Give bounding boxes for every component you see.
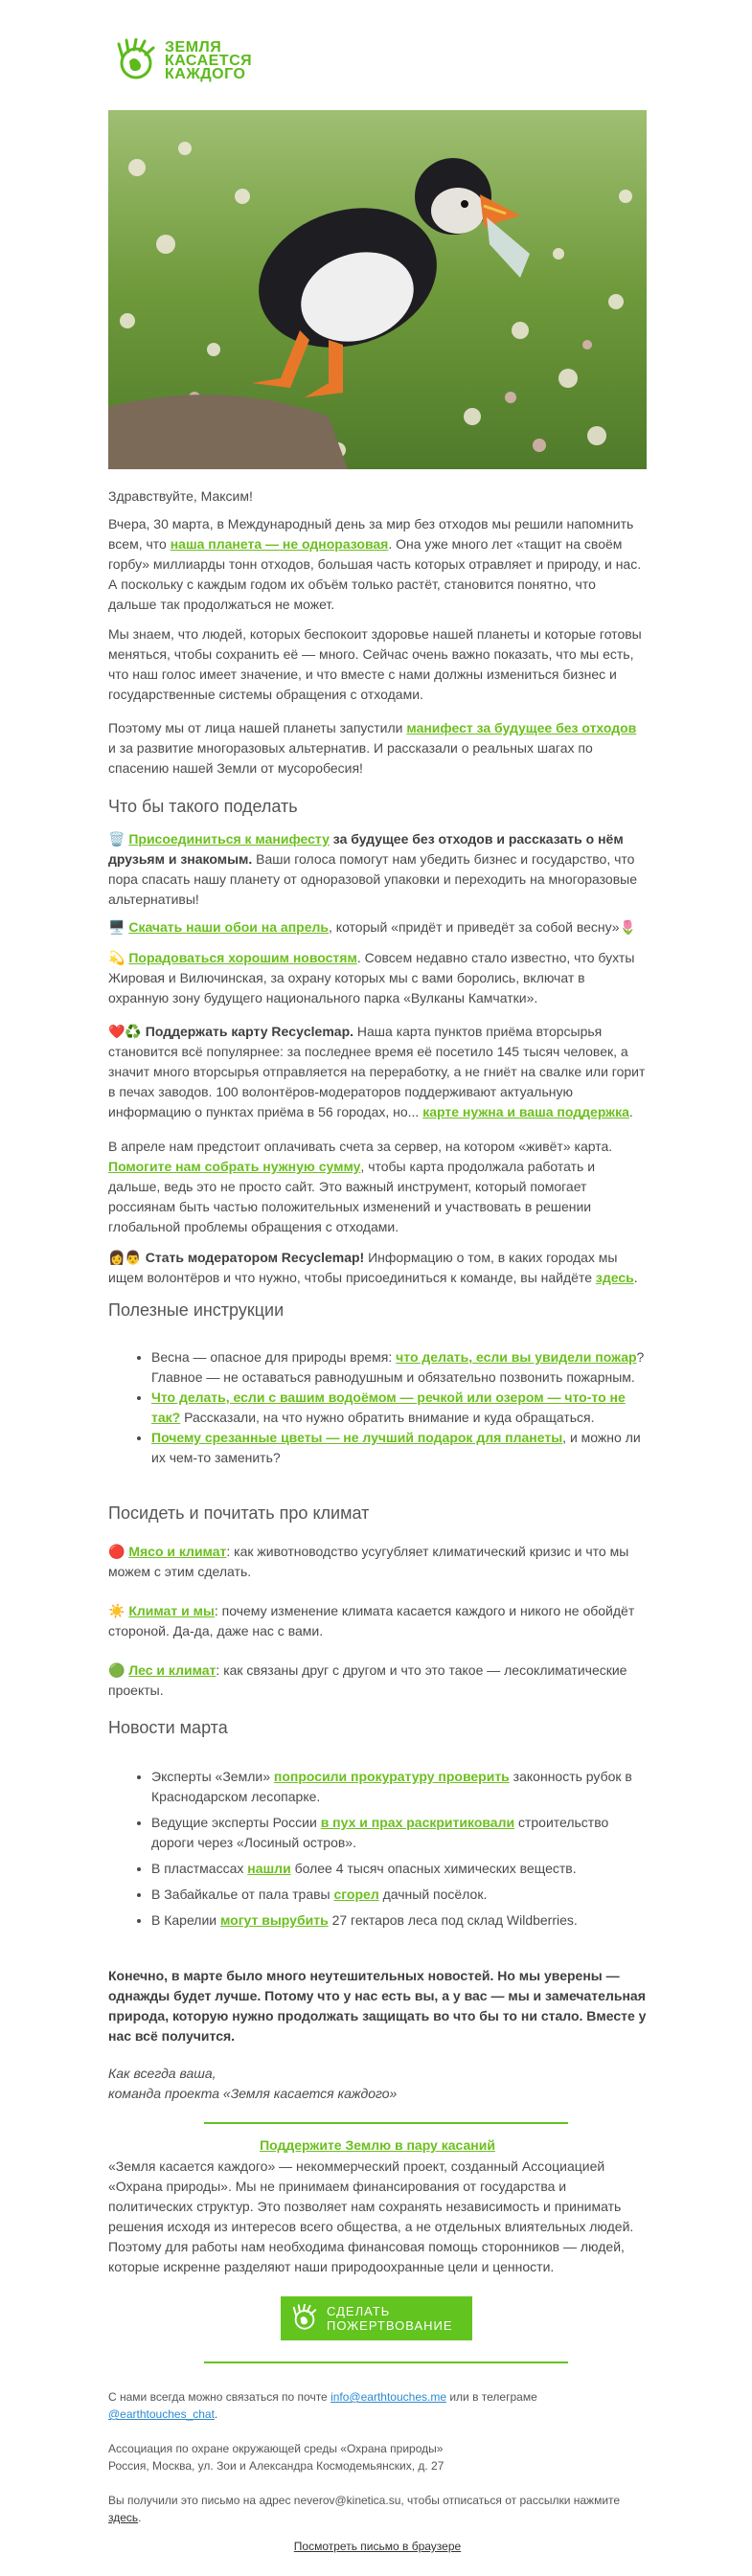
intro3-text-a: Поэтому мы от лица нашей планеты запустили bbox=[108, 720, 407, 735]
contact-text-a: С нами всегда можно связаться по почте bbox=[108, 2390, 331, 2404]
help-collect-sum-link[interactable]: Помогите нам собрать нужную сумму bbox=[108, 1159, 361, 1174]
join-manifesto-bold: за будущее без отходов и рассказать о нём друзьям и знакомым. bbox=[108, 831, 624, 867]
news5-text-b: 27 гектаров леса под склад Wildberries. bbox=[328, 1912, 578, 1928]
action-download-wallpaper bbox=[108, 917, 647, 938]
news1-text-b: законность рубок в Краснодарском лесопарке. bbox=[151, 1769, 632, 1804]
list-item bbox=[151, 1388, 647, 1428]
climate-meat-item bbox=[108, 1542, 647, 1582]
contact-end: . bbox=[214, 2407, 218, 2421]
unsubscribe-end: . bbox=[138, 2511, 142, 2524]
action-good-news bbox=[108, 948, 647, 1008]
climate-and-us-link[interactable]: Климат и мы bbox=[128, 1603, 215, 1618]
forest-climate-link[interactable]: Лес и климат bbox=[128, 1662, 216, 1678]
news1-text-a: Эксперты «Земли» bbox=[151, 1769, 274, 1784]
become-moderator-bold: Стать модератором Recyclemap! bbox=[141, 1250, 365, 1265]
prosecutor-link[interactable]: попросили прокуратуру проверить bbox=[273, 1769, 510, 1784]
climate-and-us-item bbox=[108, 1601, 647, 1641]
brand-wordmark bbox=[165, 41, 252, 81]
brand-line-3: КАЖДОГО bbox=[165, 66, 246, 82]
intro-paragraph-3 bbox=[108, 718, 647, 779]
news4-text-a: В Забайкалье от пала травы bbox=[151, 1887, 334, 1902]
support-recyclemap-rest: Наша карта пунктов приёма вторсырья становится всё популярнее: за последнее время её посетило 145 тысяч человек, а значит много вторсырья отправляется на переработку, а не гниёт на свалке или горит в печах заводов. 100 волонтёров-модераторов поддерживают актуальную информацию о пунктах приёма в 56 городах, но... bbox=[108, 1024, 646, 1119]
download-wallpaper-link[interactable]: Скачать наши обои на апрель bbox=[128, 919, 330, 935]
greeting-text: Здравствуйте, Максим! bbox=[108, 488, 253, 504]
support-earth-link[interactable]: Поддержите Землю в пару касаний bbox=[260, 2137, 495, 2153]
meat-climate-link[interactable]: Мясо и климат bbox=[128, 1544, 227, 1559]
donate-label-line-2: ПОЖЕРТВОВАНИЕ bbox=[327, 2318, 453, 2333]
action-support-recyclemap bbox=[108, 1022, 647, 1122]
closing-paragraph bbox=[108, 1966, 647, 2046]
good-news-rest: . Совсем недавно стало известно, что бухты Жировая и Вилючинская, за охрану которых мы с вами боролись, включат в охранную зону будущего национального парка «Вулканы Камчатки». bbox=[108, 950, 635, 1006]
support-recyclemap-bold: Поддержать карту Recyclemap. bbox=[141, 1024, 354, 1039]
join-manifesto-link[interactable]: Присоединиться к манифесту bbox=[128, 831, 330, 847]
manifesto-link[interactable]: манифест за будущее без отходов bbox=[406, 720, 637, 735]
forest-climate-item bbox=[108, 1661, 647, 1701]
divider-bottom bbox=[204, 2361, 568, 2363]
sparkle-icon: 💫 bbox=[108, 950, 125, 965]
water-body-link[interactable]: Что делать, если с вашим водоёмом — речкой или озером — что-то не так? bbox=[151, 1390, 626, 1425]
donate-button[interactable] bbox=[281, 2296, 472, 2340]
news4-text-b: дачный посёлок. bbox=[378, 1887, 488, 1902]
may-cut-link[interactable]: могут вырубить bbox=[219, 1912, 329, 1928]
news-list bbox=[108, 1767, 647, 1931]
criticized-link[interactable]: в пух и прах раскритиковали bbox=[320, 1815, 515, 1830]
download-wallpaper-rest: , который «придёт и приведёт за собой весну» bbox=[329, 919, 620, 935]
earth-hand-icon bbox=[290, 2304, 319, 2333]
contact-text-b: или в телеграме bbox=[446, 2390, 537, 2404]
org-name: Ассоциация по охране окружающей среды «Охрана природы» bbox=[108, 2442, 444, 2455]
list-item bbox=[151, 1428, 647, 1468]
climate-and-us-text: : почему изменение климата касается каждого и никого не обойдёт стороной. Да-да, даже нас с вами. bbox=[108, 1603, 635, 1638]
fire-text-a: Весна — опасное для природы время: bbox=[151, 1349, 397, 1365]
forest-climate-text: : как связаны друг с другом и что это такое — лесоклиматические проекты. bbox=[108, 1662, 627, 1698]
section-title-climate-reading: Посидеть и почитать про климат bbox=[108, 1503, 370, 1523]
list-item bbox=[151, 1813, 647, 1853]
support-recyclemap-end: . bbox=[628, 1104, 633, 1119]
view-in-browser-link[interactable]: Посмотреть письмо в браузере bbox=[293, 2540, 462, 2553]
contact-info bbox=[108, 2388, 647, 2423]
water-body-text: Рассказали, на что нужно обратить внимание и куда обращаться. bbox=[180, 1410, 595, 1425]
brand-line-2: КАСАЕТСЯ bbox=[165, 53, 253, 69]
unsubscribe-text: Вы получили это письмо на адрес neverov@kinetica.su, чтобы отписаться от рассылки нажмите bbox=[108, 2494, 621, 2507]
server-text-b: , чтобы карта продолжала работать и дальше, ведь это не просто сайт. Это важный инструмент, который помогает россиянам быть частью положительных изменений и участвовать в решении глобальной проблемы обращения с отходами. bbox=[108, 1159, 596, 1234]
intro1-text-a: Вчера, 30 марта, в Международный день за мир без отходов мы решили напомнить всем, что bbox=[108, 516, 634, 552]
green-circle-icon: 🟢 bbox=[108, 1662, 125, 1678]
unsubscribe-link[interactable]: здесь bbox=[108, 2511, 139, 2524]
org-address: Россия, Москва, ул. Зои и Александра Космодемьянских, д. 27 bbox=[108, 2459, 444, 2473]
join-manifesto-rest: Ваши голоса помогут нам убедить бизнес и государство, что пора спасать нашу планету от одноразовой упаковки и переходить на многоразовые альтернативы! bbox=[108, 851, 637, 907]
list-item bbox=[151, 1910, 647, 1931]
divider-top bbox=[204, 2122, 568, 2124]
intro3-text-b: и за развитие многоразовых альтернатив. И рассказали о реальных шагах по спасению нашей Земли от мусоробесия! bbox=[108, 740, 593, 776]
news2-text-b: строительство дороги через «Лосиный остров». bbox=[151, 1815, 609, 1850]
trash-icon: 🗑️ bbox=[108, 831, 125, 847]
news5-text-a: В Карелии bbox=[151, 1912, 220, 1928]
cut-flowers-link[interactable]: Почему срезанные цветы — не лучший подарок для планеты bbox=[151, 1430, 563, 1445]
signature-line-1: Как всегда ваша, bbox=[108, 2066, 216, 2081]
server-payment-paragraph bbox=[108, 1137, 647, 1237]
instructions-list bbox=[108, 1347, 647, 1468]
list-item bbox=[151, 1767, 647, 1807]
people-icon: 👩👨 bbox=[108, 1250, 142, 1265]
news3-text-b: более 4 тысяч опасных химических веществ. bbox=[290, 1861, 577, 1876]
heart-recycle-icon: ❤️♻️ bbox=[108, 1024, 142, 1039]
donate-button-label bbox=[327, 2304, 453, 2333]
good-news-link[interactable]: Порадоваться хорошим новостям bbox=[128, 950, 357, 965]
brand-line-1: ЗЕМЛЯ bbox=[165, 39, 222, 56]
email-link[interactable]: info@earthtouches.me bbox=[330, 2390, 446, 2404]
intro-paragraph-1 bbox=[108, 514, 647, 615]
brand-logo[interactable] bbox=[113, 36, 252, 86]
support-description: «Земля касается каждого» — некоммерческий проект, созданный Ассоциацией «Охрана природы». Мы не принимаем финансирования от государства и политических структур. Это позволяет нам сохранять независимость и принимать решения исходя из интересов всего общества, а не отдельных влиятельных людей. Поэтому для работы нам необходима финансовая помощь сторонников — людей, которые искренне разделяют наши природоохранные цели и ценности. bbox=[108, 2158, 634, 2274]
list-item bbox=[151, 1347, 647, 1388]
moderator-here-link[interactable]: здесь bbox=[595, 1270, 634, 1285]
list-item bbox=[151, 1859, 647, 1879]
server-text-a: В апреле нам предстоит оплачивать счета за сервер, на котором «живёт» карта. bbox=[108, 1139, 613, 1154]
unsubscribe-info bbox=[108, 2492, 647, 2526]
puffin-illustration bbox=[108, 110, 647, 469]
become-moderator-end: . bbox=[633, 1270, 638, 1285]
section-title-instructions: Полезные инструкции bbox=[108, 1300, 285, 1320]
hero-image-puffin[interactable] bbox=[108, 110, 647, 469]
section-title-march-news: Новости марта bbox=[108, 1718, 228, 1737]
tulip-icon: 🌷 bbox=[619, 919, 637, 935]
action-become-moderator bbox=[108, 1248, 647, 1288]
intro-paragraph-2: Мы знаем, что людей, которых беспокоит здоровье нашей планеты и которые готовы меняться, чтобы сохранить её — много. Сейчас очень важно показать, что мы есть, что наш голос имеет значение, и что вместе с нами должны измениться бизнес и государственные системы обращения с отходами. bbox=[108, 626, 642, 702]
signature bbox=[108, 2064, 647, 2104]
cut-flowers-text: , и можно ли их чем-то заменить? bbox=[151, 1430, 641, 1465]
earth-hand-icon bbox=[113, 38, 159, 84]
found-link[interactable]: нашли bbox=[247, 1861, 291, 1876]
donate-label-line-1: СДЕЛАТЬ bbox=[327, 2304, 391, 2318]
sun-icon: ☀️ bbox=[108, 1603, 125, 1618]
telegram-link[interactable]: @earthtouches_chat bbox=[108, 2407, 215, 2421]
computer-icon: 🖥️ bbox=[108, 919, 125, 935]
meat-climate-text: : как животноводство усугубляет климатический кризис и что мы можем с этим сделать. bbox=[108, 1544, 629, 1579]
fire-text-b: ? Главное — не оставаться равнодушным и обязательно позвонить пожарным. bbox=[151, 1349, 645, 1385]
action-join-manifesto bbox=[108, 829, 647, 910]
burned-link[interactable]: сгорел bbox=[333, 1887, 379, 1902]
section-title-what-to-do: Что бы такого поделать bbox=[108, 797, 298, 816]
red-circle-icon: 🔴 bbox=[108, 1544, 125, 1559]
map-needs-support-link[interactable]: карте нужна и ваша поддержка bbox=[422, 1104, 629, 1119]
organization-info bbox=[108, 2440, 647, 2474]
intro1-text-b: . Она уже много лет «тащит на своём горбу» миллиарды тонн отходов, большая часть которых отравляет и природу, и нас. А поскольку с каждым годом их объём только растёт, становится понятно, что дальше так продолжаться не может. bbox=[108, 536, 642, 612]
list-item bbox=[151, 1885, 647, 1905]
fire-link[interactable]: что делать, если вы увидели пожар bbox=[396, 1349, 637, 1365]
closing-bold-text: Конечно, в марте было много неутешительных новостей. Но мы уверены — однажды будет лучше. Потому что у нас есть вы, а у вас — мы и замечательная природа, которую нужно продолжать защищать во что бы то ни стало. Вместе у нас всё получится. bbox=[108, 1968, 647, 2044]
planet-not-disposable-link[interactable]: наша планета — не одноразовая bbox=[170, 536, 389, 552]
signature-line-2: команда проекта «Земля касается каждого» bbox=[108, 2086, 398, 2101]
news2-text-a: Ведущие эксперты России bbox=[151, 1815, 321, 1830]
become-moderator-rest: Информацию о том, в каких городах мы ищем волонтёров и что нужно, чтобы присоединиться к команде, вы найдёте bbox=[108, 1250, 618, 1285]
news3-text-a: В пластмассах bbox=[151, 1861, 248, 1876]
